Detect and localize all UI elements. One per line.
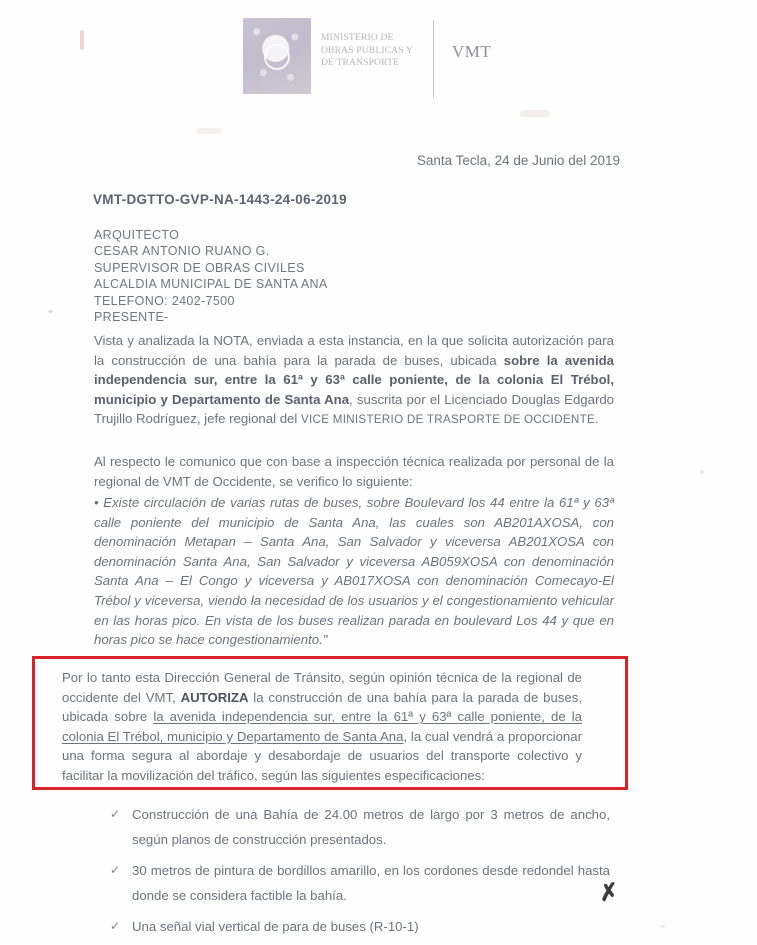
list-item (110, 858, 610, 908)
authorization-keyword: AUTORIZA (180, 689, 249, 705)
recipient-name: CESAR ANTONIO RUANO G. (94, 244, 270, 259)
ministry-seal-emblem-icon (243, 18, 311, 94)
paragraph-request (94, 331, 614, 430)
paragraph-1-smallcaps: VICE MINISTERIO DE TRASPORTE DE OCCIDENTE. (300, 413, 599, 427)
handwritten-x-mark: ✗ (597, 878, 621, 907)
checkmark-icon: ✓ (110, 919, 121, 933)
ministry-name (321, 18, 429, 70)
paragraph-bus-routes: • Existe circulación de varias rutas de buses, sobre Boulevard los 44 entre la 61ª y 63ª calle poniente del municipio de Santa Ana, las cuales son AB201AXOSA, con denominación Metapan – Santa Ana, San Salvador y viceversa AB201XOSA con denominación Santa Ana, San Salvador y viceversa AB059XOSA con denominación Santa Ana – El Congo y viceversa y AB017XOSA con denominación Comecayo-El Trébol y viceversa, viendo la necesidad de los usuarios y el congestionamiento vehicular en las horas pico. En vista de los buses realizan parada en boulevard Los 44 y que en horas pico se hace congestionamiento." (94, 495, 614, 648)
recipient-title: ARQUITECTO (94, 228, 180, 242)
ministry-line-2: OBRAS PUBLICAS Y (321, 45, 414, 56)
list-item (110, 802, 610, 852)
scan-artifact (196, 128, 222, 134)
ministry-line-1: MINISTERIO DE (321, 33, 394, 43)
scan-artifact (80, 30, 84, 50)
checkmark-icon: ✓ (110, 807, 121, 821)
list-item-label: 30 metros de pintura de bordillos amarillo, en los cordones desde redondel hasta donde se considera factible la bahía. (132, 863, 610, 903)
paragraph-1-bold-location: sobre la avenida independencia sur, entre la 61ª y 63ª calle poniente, de la colonia El Trébol, municipio y Departamento de Santa Ana (94, 352, 614, 407)
letterhead-divider (433, 20, 434, 98)
paragraph-authorization (62, 668, 582, 786)
scan-artifact (700, 470, 704, 474)
authorization-part-2: la construcción de una bahía para la parada de buses, ubicada sobre (62, 689, 582, 725)
recipient-phone: TELEFONO: 2402-7500 (94, 293, 235, 308)
letterhead (243, 18, 503, 104)
recipient-block (94, 227, 328, 325)
scan-artifact (660, 925, 665, 928)
paragraph-inspection: Al respecto le comunico que con base a inspección técnica realizada por personal de la regional de VMT de Occidente, se verifico lo siguiente: (94, 454, 614, 489)
recipient-institution: ALCALDIA MUNICIPAL DE SANTA ANA (94, 277, 328, 292)
recipient-present: PRESENTE- (94, 310, 169, 325)
paragraph-1-part-2: , suscrita por el Licenciado Douglas Edgardo Trujillo Rodríguez, jefe regional del (94, 391, 615, 427)
list-item (110, 914, 610, 939)
list-item-label: Una señal vial vertical de para de buses (R-10-1) (132, 919, 419, 934)
recipient-position: SUPERVISOR DE OBRAS CIVILES (94, 260, 305, 275)
authorization-part-1: Por lo tanto esta Dirección General de Tránsito, según opinión técnica de la regional de occidente del VMT, (62, 670, 582, 705)
checkmark-icon: ✓ (110, 863, 121, 877)
scan-artifact (520, 110, 550, 117)
scan-artifact (48, 310, 53, 313)
reference-number: VMT-DGTTO-GVP-NA-1443-24-06-2019 (93, 192, 347, 207)
paragraph-1-part-1: Vista y analizada la NOTA, enviada a esta instancia, en la que solicita autorización para la construcción de una bahía para la parada de buses, ubicada (94, 333, 614, 368)
date-line: Santa Tecla, 24 de Junio del 2019 (416, 153, 620, 168)
vmt-acronym: VMT (452, 42, 492, 61)
authorization-underlined-location: la avenida independencia sur, entre la 61ª y 63ª calle poniente, de la colonia El Trébol, municipio y Departamento de Santa Ana (62, 709, 582, 744)
specifications-checklist (110, 802, 610, 945)
authorization-part-3: , la cual vendrá a proporcionar una forma segura al abordaje y desabordaje de usuarios del transporte colectivo y facilitar la movilización del tráfico, según las siguientes especificaciones: (62, 728, 582, 783)
ministry-line-3: DE TRANSPORTE (321, 58, 400, 68)
list-item-label: Construcción de una Bahía de 24.00 metros de largo por 3 metros de ancho, según planos de construcción presentados. (132, 807, 610, 847)
